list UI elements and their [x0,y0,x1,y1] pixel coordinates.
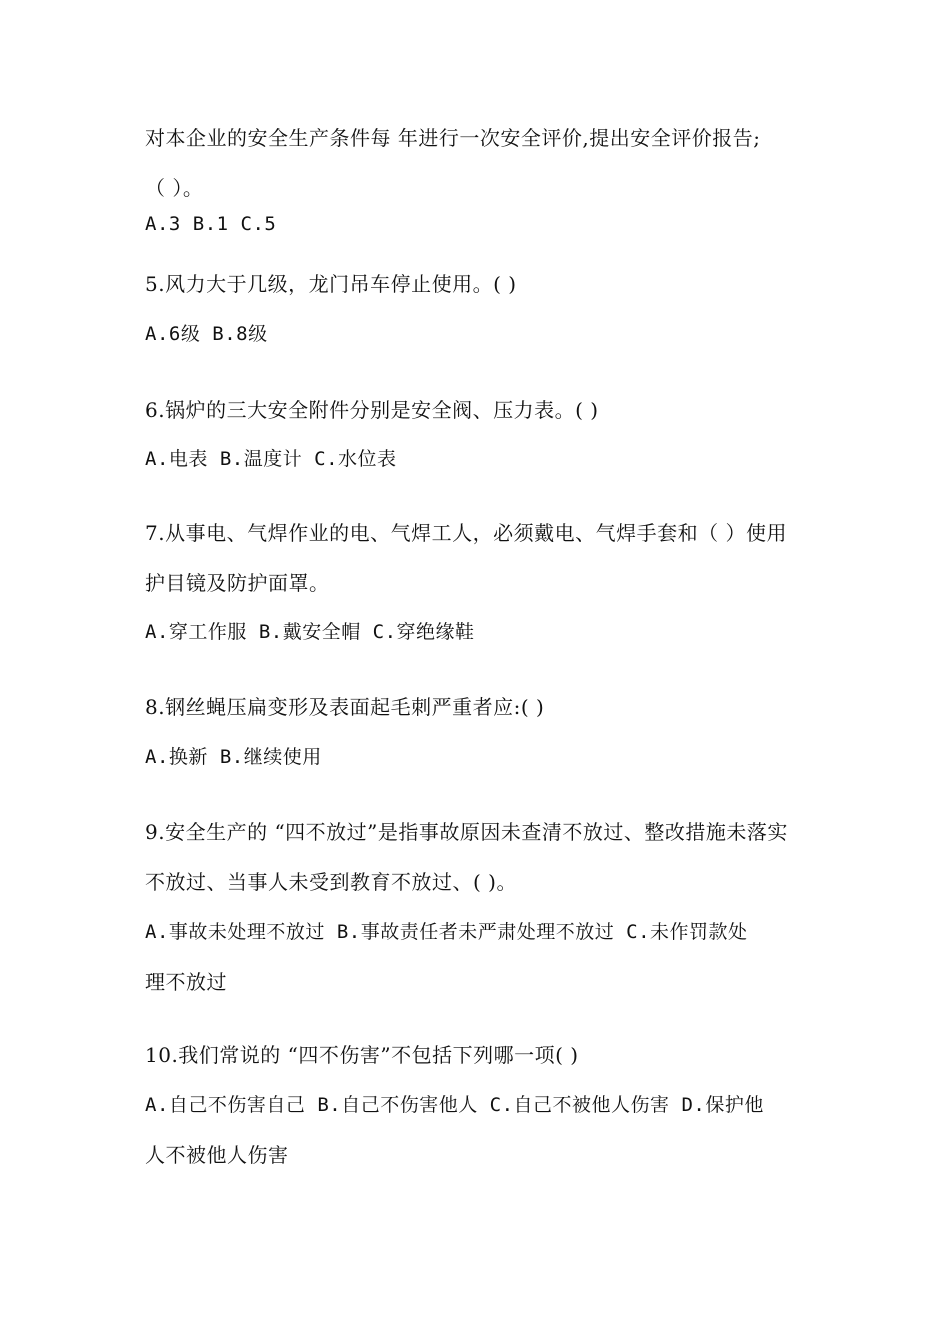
question-8-text: 8.钢丝蝇压扁变形及表面起毛刺严重者应:( ) [145,695,545,719]
question-10-options-line-2: 人不被他人伤害 [145,1143,289,1167]
question-6-text: 6.锅炉的三大安全附件分别是安全阀、压力表。( ) [145,398,599,422]
question-7-text-line-1: 7.从事电、气焊作业的电、气焊工人，必须戴电、气焊手套和（ ）使用 [145,521,787,545]
question-7-text-line-2: 护目镜及防护面罩。 [145,571,330,595]
question-9-text-line-2: 不放过、当事人未受到教育不放过、( )。 [145,870,517,894]
question-5-text: 5.风力大于几级，龙门吊车停止使用。( ) [145,272,517,296]
intro-question-line-2: （ ）。 [145,176,204,200]
question-5-options: A.6级 B.8级 [145,323,268,345]
intro-options: A.3 B.1 C.5 [145,213,277,235]
question-9-options-line-1: A.事故未处理不放过 B.事故责任者未严肃处理不放过 C.未作罚款处 [145,921,748,943]
question-10-text: 10.我们常说的 “四不伤害”不包括下列哪一项( ) [145,1043,579,1067]
question-7-options: A.穿工作服 B.戴安全帽 C.穿绝缘鞋 [145,621,475,643]
intro-question-line-1: 对本企业的安全生产条件每 年进行一次安全评价,提出安全评价报告; [145,126,761,150]
question-8-options: A.换新 B.继续使用 [145,746,322,768]
question-6-options: A.电表 B.温度计 C.水位表 [145,448,397,470]
question-9-options-line-2: 理不放过 [145,970,227,994]
question-9-text-line-1: 9.安全生产的 “四不放过”是指事故原因未查清不放过、整改措施未落实 [145,820,788,844]
question-10-options-line-1: A.自己不伤害自己 B.自己不伤害他人 C.自己不被他人伤害 D.保护他 [145,1094,764,1116]
